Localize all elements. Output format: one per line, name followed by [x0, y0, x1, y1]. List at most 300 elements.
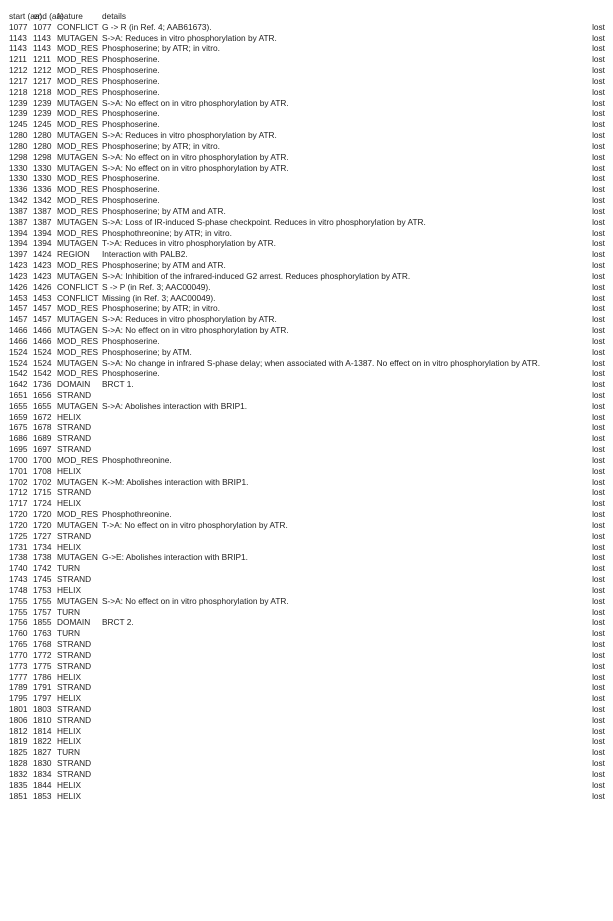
details-cell: BRCT 1. [102, 379, 134, 390]
start-cell: 1239 [9, 97, 28, 108]
feature-cell: STRAND [57, 660, 92, 671]
feature-cell: HELIX [57, 693, 81, 704]
status-cell: lost [592, 530, 605, 541]
status-cell: lost [592, 270, 605, 281]
status-cell: lost [592, 260, 605, 271]
details-cell [102, 422, 590, 433]
start-cell: 1738 [9, 552, 28, 563]
feature-cell: REGION [57, 249, 90, 260]
status-cell: lost [592, 335, 605, 346]
status-cell: lost [592, 790, 605, 801]
table-row [9, 726, 605, 737]
status-cell: lost [592, 747, 605, 758]
feature-cell: MOD_RES [57, 43, 99, 54]
feature-cell: CONFLICT [57, 281, 99, 292]
table-row [9, 314, 605, 325]
status-cell: lost [592, 519, 605, 530]
start-cell: 1280 [9, 130, 28, 141]
details-cell: T->A: No effect on in vitro phosphorylation by ATR. [102, 519, 288, 530]
details-cell: Phosphoserine; by ATM. [102, 346, 192, 357]
details-cell: Phosphothreonine. [102, 509, 172, 520]
header-start: start (aa) [9, 11, 43, 21]
table-row [9, 336, 605, 347]
header-details: details [102, 11, 126, 21]
details-cell [102, 639, 590, 650]
end-cell: 1423 [33, 270, 52, 281]
table-row [9, 617, 605, 628]
details-cell: Phosphothreonine. [102, 454, 172, 465]
feature-cell: MUTAGEN [57, 216, 98, 227]
details-cell [102, 672, 590, 683]
end-cell: 1734 [33, 541, 52, 552]
feature-cell: MOD_RES [57, 454, 99, 465]
end-cell: 1715 [33, 487, 52, 498]
status-cell: lost [592, 75, 605, 86]
feature-cell: MOD_RES [57, 205, 99, 216]
feature-cell: MOD_RES [57, 368, 99, 379]
start-cell: 1789 [9, 682, 28, 693]
end-cell: 1387 [33, 205, 52, 216]
details-cell: S->A: No effect on in vitro phosphorylation by ATR. [102, 151, 289, 162]
status-cell: lost [592, 292, 605, 303]
details-cell: S->A: Reduces in vitro phosphorylation by ATR. [102, 32, 277, 43]
start-cell: 1740 [9, 563, 28, 574]
end-cell: 1245 [33, 119, 52, 130]
status-cell: lost [592, 238, 605, 249]
feature-cell: TURN [57, 628, 81, 639]
start-cell: 1394 [9, 238, 28, 249]
table-row [9, 108, 605, 119]
end-cell: 1700 [33, 454, 52, 465]
start-cell: 1457 [9, 303, 28, 314]
end-cell: 1786 [33, 671, 52, 682]
end-cell: 1768 [33, 639, 52, 650]
status-cell: lost [592, 195, 605, 206]
feature-cell: HELIX [57, 779, 81, 790]
feature-cell: CONFLICT [57, 292, 99, 303]
table-row [9, 152, 605, 163]
feature-cell: MUTAGEN [57, 519, 98, 530]
start-cell: 1387 [9, 216, 28, 227]
details-cell: S->A: Loss of IR-induced S-phase checkpoint. Reduces in vitro phosphorylation by ATR. [102, 216, 426, 227]
details-cell [102, 487, 590, 498]
start-cell: 1457 [9, 314, 28, 325]
details-cell [102, 769, 590, 780]
status-cell: lost [592, 465, 605, 476]
end-cell: 1720 [33, 519, 52, 530]
status-cell: lost [592, 595, 605, 606]
feature-cell: HELIX [57, 465, 81, 476]
table-row [9, 487, 605, 498]
details-cell [102, 563, 590, 574]
table-row [9, 22, 605, 33]
status-cell: lost [592, 303, 605, 314]
status-cell: lost [592, 216, 605, 227]
details-cell: Interaction with PALB2. [102, 249, 188, 260]
details-cell: K->M: Abolishes interaction with BRIP1. [102, 476, 249, 487]
end-cell: 1810 [33, 714, 52, 725]
status-cell: lost [592, 151, 605, 162]
start-cell: 1397 [9, 249, 28, 260]
start-cell: 1695 [9, 444, 28, 455]
details-cell: Phosphoserine. [102, 184, 160, 195]
details-cell: Missing (in Ref. 3; AAC00049). [102, 292, 216, 303]
start-cell: 1765 [9, 639, 28, 650]
table-row [9, 672, 605, 683]
feature-cell: MOD_RES [57, 346, 99, 357]
status-cell: lost [592, 617, 605, 628]
start-cell: 1218 [9, 86, 28, 97]
details-cell: S->A: Inhibition of the infrared-induced G2 arrest. Reduces phosphorylation by ATR. [102, 270, 411, 281]
start-cell: 1851 [9, 790, 28, 801]
start-cell: 1423 [9, 270, 28, 281]
end-cell: 1524 [33, 357, 52, 368]
feature-cell: STRAND [57, 422, 92, 433]
table-row [9, 455, 605, 466]
table-row [9, 98, 605, 109]
end-cell: 1298 [33, 151, 52, 162]
start-cell: 1812 [9, 725, 28, 736]
start-cell: 1777 [9, 671, 28, 682]
feature-cell: MUTAGEN [57, 552, 98, 563]
feature-cell: MUTAGEN [57, 595, 98, 606]
start-cell: 1143 [9, 32, 27, 43]
feature-cell: MOD_RES [57, 119, 99, 130]
details-cell [102, 412, 590, 423]
feature-cell: MOD_RES [57, 335, 99, 346]
status-cell: lost [592, 97, 605, 108]
start-cell: 1712 [9, 487, 28, 498]
start-cell: 1755 [9, 595, 28, 606]
feature-cell: MOD_RES [57, 54, 99, 65]
end-cell: 1727 [33, 530, 52, 541]
end-cell: 1077 [33, 21, 52, 32]
status-cell: lost [592, 487, 605, 498]
feature-cell: MOD_RES [57, 260, 99, 271]
start-cell: 1756 [9, 617, 28, 628]
start-cell: 1143 [9, 43, 27, 54]
table-row [9, 54, 605, 65]
status-cell: lost [592, 32, 605, 43]
details-cell [102, 607, 590, 618]
table-row [9, 163, 605, 174]
header-status [590, 11, 605, 22]
feature-cell: MOD_RES [57, 303, 99, 314]
table-row [9, 206, 605, 217]
status-cell: lost [592, 173, 605, 184]
end-cell: 1453 [33, 292, 52, 303]
feature-cell: HELIX [57, 790, 81, 801]
start-cell: 1806 [9, 714, 28, 725]
status-cell: lost [592, 725, 605, 736]
table-row [9, 238, 605, 249]
feature-cell: STRAND [57, 649, 92, 660]
end-cell: 1143 [33, 32, 51, 43]
feature-cell: STRAND [57, 768, 92, 779]
start-cell: 1832 [9, 768, 28, 779]
table-row [9, 520, 605, 531]
start-cell: 1819 [9, 736, 28, 747]
details-cell: Phosphoserine. [102, 75, 160, 86]
table-row [9, 184, 605, 195]
start-cell: 1720 [9, 509, 28, 520]
end-cell: 1280 [33, 140, 52, 151]
status-cell: lost [592, 693, 605, 704]
details-cell: Phosphoserine; by ATM and ATR. [102, 260, 226, 271]
end-cell: 1423 [33, 260, 52, 271]
status-cell: lost [592, 476, 605, 487]
end-cell: 1655 [33, 400, 52, 411]
start-cell: 1330 [9, 173, 28, 184]
start-cell: 1342 [9, 195, 28, 206]
start-cell: 1770 [9, 649, 28, 660]
details-cell: Phosphoserine. [102, 54, 160, 65]
start-cell: 1702 [9, 476, 28, 487]
start-cell: 1720 [9, 519, 28, 530]
table-row [9, 347, 605, 358]
header-row [9, 11, 605, 22]
end-cell: 1656 [33, 389, 52, 400]
start-cell: 1725 [9, 530, 28, 541]
status-cell: lost [592, 357, 605, 368]
end-cell: 1466 [33, 335, 52, 346]
feature-cell: MUTAGEN [57, 151, 98, 162]
table-row [9, 260, 605, 271]
details-cell [102, 650, 590, 661]
table-row [9, 130, 605, 141]
details-cell: Phosphoserine. [102, 65, 160, 76]
status-cell: lost [592, 249, 605, 260]
details-cell: S->A: Reduces in vitro phosphorylation by ATR. [102, 314, 277, 325]
table-row [9, 271, 605, 282]
start-cell: 1387 [9, 205, 28, 216]
details-cell: S->A: Abolishes interaction with BRIP1. [102, 400, 248, 411]
end-cell: 1763 [33, 628, 52, 639]
table-row [9, 119, 605, 130]
details-cell: Phosphoserine; by ATR; in vitro. [102, 43, 220, 54]
end-cell: 1336 [33, 184, 52, 195]
table-row [9, 433, 605, 444]
details-cell [102, 466, 590, 477]
status-cell: lost [592, 368, 605, 379]
status-cell: lost [592, 574, 605, 585]
start-cell: 1795 [9, 693, 28, 704]
table-row [9, 401, 605, 412]
feature-cell: MUTAGEN [57, 400, 98, 411]
end-cell: 1394 [33, 238, 52, 249]
details-cell: BRCT 2. [102, 617, 134, 628]
table-row [9, 769, 605, 780]
start-cell: 1542 [9, 368, 28, 379]
start-cell: 1825 [9, 747, 28, 758]
details-cell [102, 433, 590, 444]
feature-cell: MUTAGEN [57, 238, 98, 249]
feature-cell: HELIX [57, 736, 81, 747]
end-cell: 1742 [33, 563, 52, 574]
status-cell: lost [592, 43, 605, 54]
feature-cell: MOD_RES [57, 173, 99, 184]
end-cell: 1827 [33, 747, 52, 758]
feature-cell: HELIX [57, 584, 81, 595]
table-row [9, 780, 605, 791]
table-row [9, 791, 605, 802]
status-cell: lost [592, 119, 605, 130]
start-cell: 1835 [9, 779, 28, 790]
table-row [9, 607, 605, 618]
start-cell: 1701 [9, 465, 28, 476]
start-cell: 1426 [9, 281, 28, 292]
details-cell [102, 747, 590, 758]
status-cell: lost [592, 400, 605, 411]
details-cell: S->A: Reduces in vitro phosphorylation by ATR. [102, 130, 277, 141]
end-cell: 1330 [33, 162, 52, 173]
end-cell: 1457 [33, 303, 52, 314]
details-cell [102, 628, 590, 639]
start-cell: 1394 [9, 227, 28, 238]
status-cell: lost [592, 205, 605, 216]
table-row [9, 379, 605, 390]
table-row [9, 477, 605, 488]
feature-cell: MUTAGEN [57, 130, 98, 141]
start-cell: 1466 [9, 325, 28, 336]
feature-cell: HELIX [57, 725, 81, 736]
table-row [9, 228, 605, 239]
header-feature: feature [57, 11, 83, 21]
feature-cell: MOD_RES [57, 65, 99, 76]
end-cell: 1772 [33, 649, 52, 660]
details-cell: Phosphoserine; by ATM and ATR. [102, 205, 226, 216]
feature-cell: HELIX [57, 671, 81, 682]
end-cell: 1342 [33, 195, 52, 206]
end-cell: 1697 [33, 444, 52, 455]
status-cell: lost [592, 639, 605, 650]
status-cell: lost [592, 758, 605, 769]
feature-cell: MUTAGEN [57, 32, 98, 43]
table-row [9, 542, 605, 553]
feature-cell: STRAND [57, 704, 92, 714]
details-cell [102, 390, 590, 401]
end-cell: 1708 [33, 465, 52, 476]
status-cell: lost [592, 714, 605, 725]
end-cell: 1757 [33, 606, 52, 617]
details-cell [102, 585, 590, 596]
status-cell: lost [592, 162, 605, 173]
status-cell: lost [592, 552, 605, 563]
feature-cell: STRAND [57, 758, 92, 769]
start-cell: 1330 [9, 162, 28, 173]
status-cell: lost [592, 628, 605, 639]
end-cell: 1791 [33, 682, 52, 693]
end-cell: 1689 [33, 433, 52, 444]
feature-cell: STRAND [57, 433, 92, 444]
start-cell: 1245 [9, 119, 28, 130]
table-row [9, 563, 605, 574]
table-row [9, 650, 605, 661]
end-cell: 1736 [33, 379, 52, 390]
end-cell: 1524 [33, 346, 52, 357]
status-cell: lost [592, 671, 605, 682]
table-row [9, 509, 605, 520]
table-row [9, 661, 605, 672]
details-cell [102, 682, 590, 693]
feature-cell: CONFLICT [57, 21, 99, 32]
details-cell [102, 704, 590, 715]
table-row [9, 498, 605, 509]
details-cell: Phosphoserine. [102, 119, 160, 130]
status-cell: lost [592, 379, 605, 390]
end-cell: 1775 [33, 660, 52, 671]
table-row [9, 195, 605, 206]
header-end: end (aa) [33, 11, 64, 21]
status-cell: lost [592, 779, 605, 790]
status-cell: lost [592, 281, 605, 292]
end-cell: 1457 [33, 314, 52, 325]
details-cell [102, 693, 590, 704]
details-cell [102, 758, 590, 769]
details-cell [102, 574, 590, 585]
start-cell: 1828 [9, 758, 28, 769]
status-cell: lost [592, 606, 605, 617]
start-cell: 1239 [9, 108, 28, 119]
feature-cell: MUTAGEN [57, 476, 98, 487]
details-cell: Phosphoserine; by ATR; in vitro. [102, 303, 220, 314]
end-cell: 1814 [33, 725, 52, 736]
feature-cell: STRAND [57, 574, 92, 585]
start-cell: 1524 [9, 346, 28, 357]
details-cell [102, 531, 590, 542]
status-cell: lost [592, 108, 605, 119]
details-cell [102, 715, 590, 726]
end-cell: 1387 [33, 216, 52, 227]
end-cell: 1720 [33, 509, 52, 520]
details-cell [102, 498, 590, 509]
status-cell: lost [592, 86, 605, 97]
feature-cell: TURN [57, 563, 81, 574]
status-cell: lost [592, 21, 605, 32]
status-cell: lost [592, 422, 605, 433]
details-cell: S->A: No effect on in vitro phosphorylation by ATR. [102, 595, 289, 606]
table-row [9, 693, 605, 704]
feature-cell: STRAND [57, 530, 92, 541]
feature-cell: MOD_RES [57, 140, 99, 151]
start-cell: 1651 [9, 389, 28, 400]
status-cell: lost [592, 314, 605, 325]
table-row [9, 358, 605, 369]
start-cell: 1280 [9, 140, 28, 151]
start-cell: 1217 [9, 75, 28, 86]
feature-cell: STRAND [57, 682, 92, 693]
feature-cell: TURN [57, 606, 81, 617]
details-cell: Phosphoserine. [102, 86, 160, 97]
table-row [9, 552, 605, 563]
table-row [9, 444, 605, 455]
table-row [9, 87, 605, 98]
table-row [9, 303, 605, 314]
end-cell: 1702 [33, 476, 52, 487]
status-cell: lost [592, 346, 605, 357]
table-row [9, 704, 605, 715]
end-cell: 1330 [33, 173, 52, 184]
status-cell: lost [592, 65, 605, 76]
feature-cell: MOD_RES [57, 195, 99, 206]
details-cell: T->A: Reduces in vitro phosphorylation by ATR. [102, 238, 276, 249]
table-row [9, 628, 605, 639]
table-row [9, 293, 605, 304]
feature-cell: DOMAIN [57, 617, 91, 628]
feature-table [9, 11, 605, 801]
feature-cell: MUTAGEN [57, 357, 98, 368]
end-cell: 1218 [33, 86, 52, 97]
